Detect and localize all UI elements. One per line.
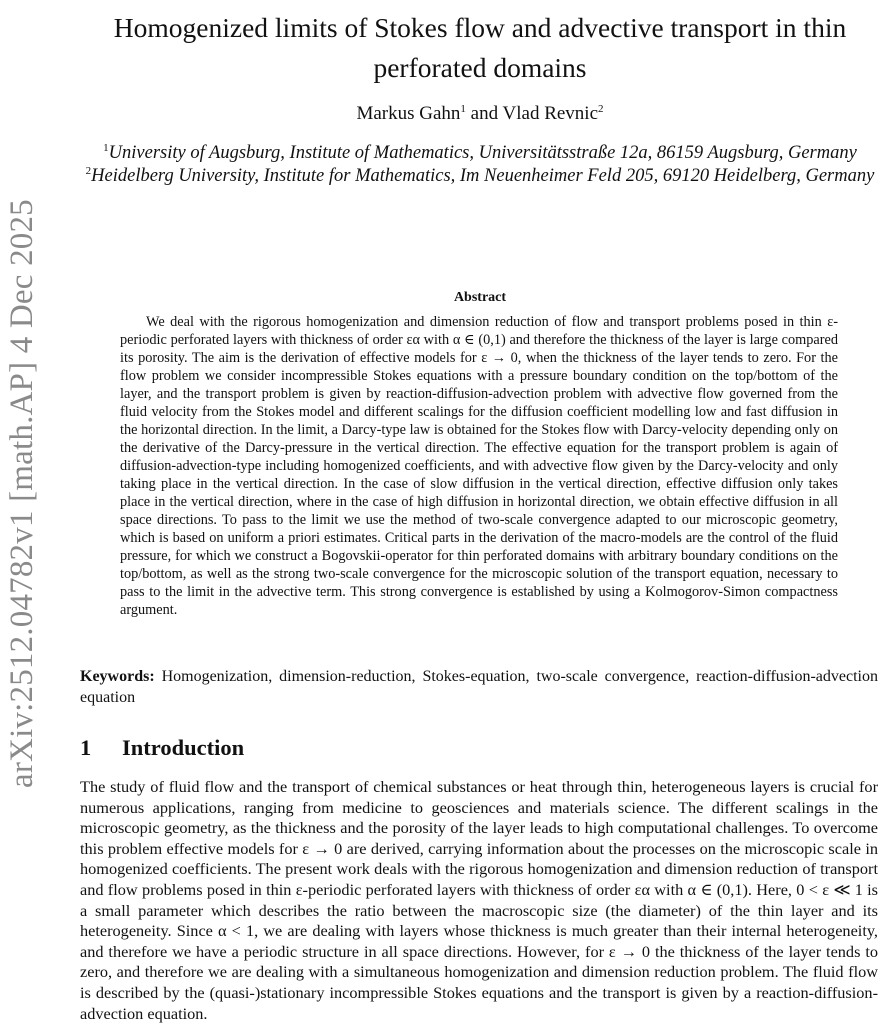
affiliation xyxy=(80,165,880,188)
section-number: 1 xyxy=(80,735,92,760)
section-heading xyxy=(80,733,244,763)
affiliation-marker: 2 xyxy=(85,165,92,177)
introduction-paragraph: The study of fluid flow and the transport of chemical substances or heat through thin, heterogeneous layers is crucial for numerous applications, ranging from medicine to geosciences and materials science. The different scalings in the microscopic geometry, as the thickness and the porosity of the layer leads to high computational challenges. To overcome this problem effective models for ε → 0 are derived, carrying information about the processes on the microscopic scale in homogenized coefficients. The present work deals with the rigorous homogenization and dimension reduction of transport and flow problems posed in thin ε-periodic perforated layers with thickness of order εα with α ∈ (0,1). Here, 0 < ε ≪ 1 is a small parameter which describes the ratio between the macroscopic size (the diameter) of the thin layer and its heterogeneity. Since α < 1, we are dealing with layers whose thickness is much greater than their internal heterogeneity, and therefore we have a periodic structure in all space directions. However, for ε → 0 the thickness of the layer tends to zero, and therefore we are dealing with a simultaneous homogenization and dimension reduction problem. The fluid flow is described by the (quasi-)stationary incompressible Stokes equations and the transport is given by a reaction-diffusion-advection equation. xyxy=(80,777,878,1023)
keywords-text: Homogenization, dimension-reduction, Stokes-equation, two-scale convergence, reaction-diffusion-advection equation xyxy=(80,668,878,706)
affiliation-text: Heidelberg University, Institute for Mathematics, Im Neuenheimer Feld 205, 69120 Heidelberg, Germany xyxy=(91,166,875,186)
author-name: Vlad Revnic xyxy=(502,103,599,124)
abstract-heading: Abstract xyxy=(453,290,507,305)
affiliation-marker: 1 xyxy=(460,103,466,115)
affiliation-text: University of Augsburg, Institute of Mathematics, Universitätsstraße 12a, 86159 Augsburg, Germany xyxy=(108,143,857,163)
author-name: Markus Gahn xyxy=(356,103,461,124)
section-title: Introduction xyxy=(122,735,245,760)
affiliation-marker: 1 xyxy=(103,142,109,154)
arxiv-identifier: arXiv:2512.04782v1 [math.AP] 4 Dec 2025 xyxy=(4,199,40,788)
keywords xyxy=(80,666,878,708)
author-list xyxy=(80,100,880,128)
affiliations xyxy=(80,142,880,188)
affiliation-marker: 2 xyxy=(598,103,604,115)
author-connector: and xyxy=(465,103,503,124)
abstract-text: We deal with the rigorous homogenization and dimension reduction of flow and transport problems posed in thin ε-periodic perforated layers with thickness of order εα with α ∈ (0,1) and therefore the thickness of the layer is large compared its porosity. The aim is the derivation of effective models for ε → 0, when the thickness of the layer tends to zero. For the flow problem we consider incompressible Stokes equations with a pressure boundary condition on the top/bottom of the layer, and the transport problem is given by reaction-diffusion-advection problem with advective flow governed from the fluid velocity from the Stokes model and different scalings for the diffusion coefficient modelling low and fast diffusion in the horizontal direction. In the limit, a Darcy-type law is obtained for the Stokes flow with Darcy-velocity depending only on the derivative of the Darcy-pressure in the vertical direction. The effective equation for the transport problem is again of diffusion-advection-type including homogenized coefficients, and with advective flow given by the Darcy-velocity and only taking place in the vertical direction. In the case of slow diffusion in the vertical direction, effective diffusion only takes place in the vertical direction, where in the case of high diffusion in horizontal direction, we obtain effective diffusion in all space directions. To pass to the limit we use the method of two-scale convergence adapted to our microscopic geometry, which is based on uniform a priori estimates. Critical parts in the derivation of the macro-models are the control of the fluid pressure, for which we construct a Bogovskii-operator for thin perforated domains with arbitrary boundary conditions on the top/bottom, as well as the strong two-scale convergence for the microscopic solution of the transport equation, necessary to pass to the limit in the advective term. This strong convergence is established by using a Kolmogorov-Simon compactness argument. xyxy=(120,314,838,618)
paper-title: Homogenized limits of Stokes flow and advective transport in thin perforated domains xyxy=(113,12,847,83)
keywords-label: Keywords: xyxy=(80,668,155,685)
affiliation xyxy=(80,142,880,165)
